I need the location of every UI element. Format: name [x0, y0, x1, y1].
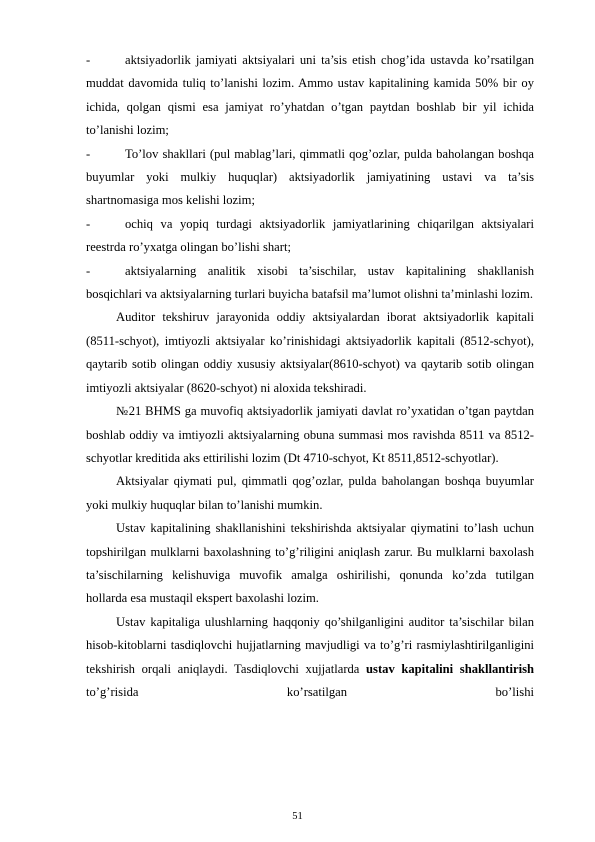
list-dash: - — [86, 146, 91, 161]
paragraph: Aktsiyalar qiymati pul, qimmatli qog’ozlar, pulda baholangan boshqa buyumlar yoki mulkiy huquqlar bilan to’lanishi mumkin. — [86, 474, 534, 512]
list-item-text: ochiq va yopiq turdagi aktsiyadorlik jamiyatlarining chiqarilgan aktsiyalari reestrda ro’yxatga olingan bo’lishi shart; — [86, 216, 534, 255]
list-dash: - — [86, 53, 91, 67]
list-item-text: To’lov shakllari (pul mablag’lari, qimmatli qog’ozlar, pulda baholangan boshqa buyumlar yoki mulkiy huquqlar) aktsiyadorlik jamiyatining ustavi va ta’sis shartnomasiga mos kelishi lozim; — [86, 146, 534, 208]
bold-phrase: ustav kapitalini shakllantirish — [366, 661, 534, 676]
list-dash: - — [86, 263, 91, 278]
paragraph-text: Ustav kapitaliga ulushlarning haqqoniy qo’shilganligini auditor ta’sischilar bilan hisob-kitoblarni tasdiqlovchi hujjatlarning mavjudligi va to’g’ri rasmiylashtirilganligini tekshirish orqali aniqlaydi. Tasdiqlovchi xujjatlarda — [86, 614, 534, 676]
paragraph: Ustav kapitalining shakllanishini tekshirishda aktsiyalar qiymatini to’lash uchun topshirilgan mulklarni baxolashning to’g’riligini aniqlash zarur. Bu mulklarni baxolash ta’sischilarning kelishuviga muvofik amalga oshirilishi, qonunda ko’zda tutilgan hollarda esa mustaqil ekspert baxolashi lozim. — [86, 521, 534, 606]
list-item — [86, 143, 534, 213]
list-item-text: aktsiyalarning analitik xisobi ta’sischilar, ustav kapitalining shakllanish bosqichlari va aktsiyalarning turlari buyicha batafsil ma’lumot olishni ta’minlashi lozim. — [86, 263, 534, 302]
paragraph: Auditor tekshiruv jarayonida oddiy aktsiyalardan iborat aktsiyadorlik kapitali (8511-schyot), imtiyozli aktsiyalar ko’rinishidagi aktsiyadorlik kapitali (8512-schyot), qaytarib sotib olingan oddiy xususiy aktsiyalar(8610-schyot) va qaytarib sotib olingan imtiyozli aktsiyalar (8620-schyot) ni aloxida tekshiradi. — [86, 310, 534, 395]
list-item — [86, 213, 534, 260]
page-number: 51 — [292, 811, 303, 822]
paragraph: №21 BHMS ga muvofiq aktsiyadorlik jamiyati davlat ro’yxatidan o’tgan paytdan boshlab oddiy va imtiyozli aktsiyalarning obuna summasi mos ravishda 8511 va 8512- schyotlar kreditida aks ettirilishi lozim (Dt 4710-schyot, Kt 8511,8512-schyotlar). — [86, 404, 534, 465]
list-item — [86, 49, 534, 143]
document-body — [86, 49, 534, 704]
list-dash: - — [86, 216, 91, 231]
paragraph-text: to’g’risida ko’rsatilgan bo’lishi — [86, 684, 534, 699]
paragraph — [86, 611, 534, 705]
list-item — [86, 260, 534, 307]
list-item-text: aktsiyadorlik jamiyati aktsiyalari uni ta’sis etish chog’ida ustavda ko’rsatilgan muddat davomida tuliq to’lanishi lozim. Ammo ustav kapitalining kamida 50% bir oy ichida, qolgan qismi esa jamiyat ro’yhatdan o’tgan paytdan boshlab bir yil ichida to’lanishi lozim; — [86, 53, 534, 138]
